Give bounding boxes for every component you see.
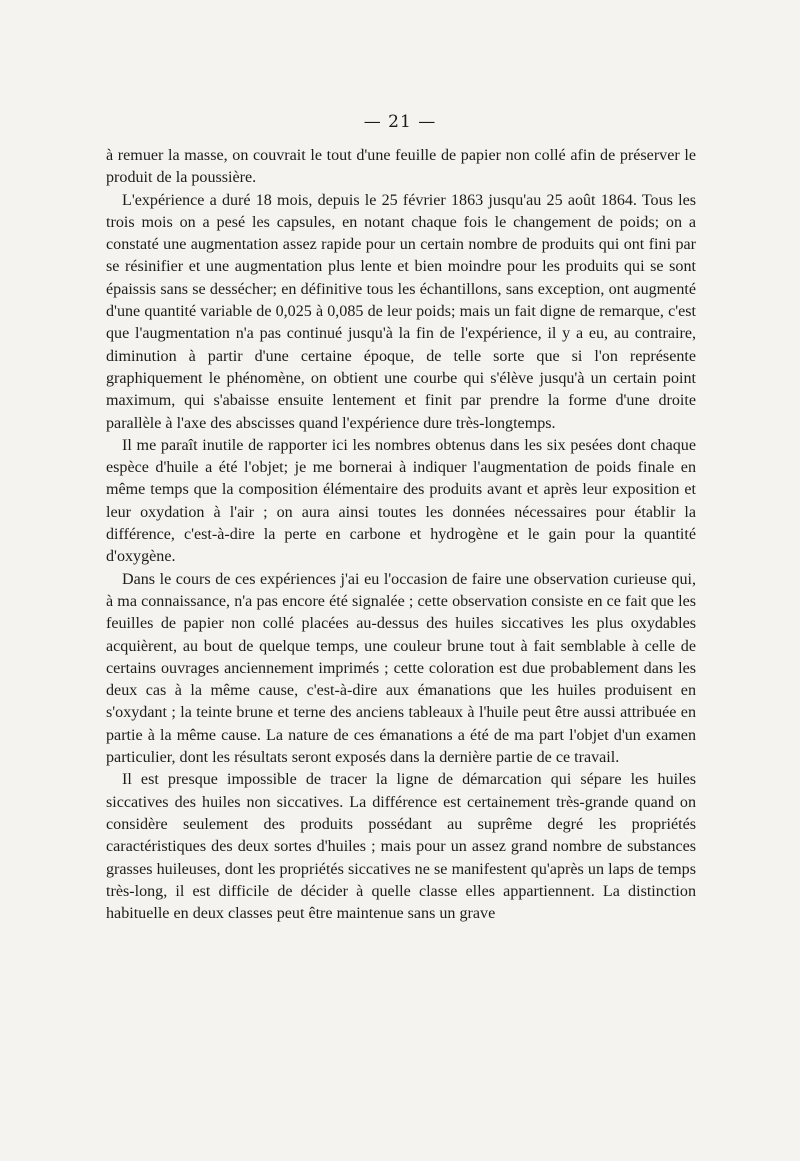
paragraph-classification: Il est presque impossible de tracer la ligne de démarcation qui sépare les huiles siccatives des huiles non siccatives. La différence est certainement très-grande quand on considère seulement des produits possédant au suprême degré les propriétés caractéristiques des deux sortes d'huiles ; mais pour un assez grand nombre de substances grasses huileuses, dont les propriétés siccatives ne se manifestent qu'après un laps de temps très-long, il est difficile de décider à quelle classe elles appartiennent. La distinction habituelle en deux classes peut être maintenue sans un grave xyxy=(106,771,696,923)
paragraph-observation: Dans le cours de ces expériences j'ai eu l'occasion de faire une observation curieuse qui, à ma connaissance, n'a pas encore été signalée ; cette observation consiste en ce fait que les feuilles de papier non collé placées au-dessus des huiles siccatives les plus oxydables acquièrent, au bout de quelque temps, une couleur brune tout à fait semblable à celle de certains ouvrages anciennement imprimés ; cette coloration est due probablement dans les deux cas à la même cause, c'est-à-dire aux émanations que les huiles produisent en s'oxydant ; la teinte brune et terne des anciens tableaux à l'huile peut être aussi attribuée en partie à la même cause. La nature de ces émanations a été de ma part l'objet d'un examen particulier, dont les résultats seront exposés dans la dernière partie de ce travail. xyxy=(106,570,696,767)
paragraph-experience: L'expérience a duré 18 mois, depuis le 25 février 1863 jusqu'au 25 août 1864. Tous les trois mois on a pesé les capsules, en notant chaque fois le changement de poids; on a constaté une augmentation assez rapide pour un certain nombre de produits qui ont fini par se résinifier et une augmentation plus lente et bien moindre pour les produits qui se sont épaissis sans se dessécher; en définitive tous les échantillons, sans exception, ont augmenté d'une quantité variable de 0,025 à 0,085 de leur poids; mais un fait digne de remarque, c'est que l'augmentation n'a pas continué jusqu'à la fin de l'expérience, il y a eu, au contraire, diminution à partir d'une certaine époque, de telle sorte que si l'on représente graphiquement le phénomène, on obtient une courbe qui s'élève jusqu'à un certain point maximum, qui s'abaisse ensuite lentement et finit par prendre la forme d'une droite parallèle à l'axe des abscisses quand l'expérience dure très-longtemps. xyxy=(106,191,696,432)
paragraph-continuation: à remuer la masse, on couvrait le tout d'une feuille de papier non collé afin de préserver le produit de la poussière. xyxy=(106,147,696,187)
page-number: — 21 — xyxy=(363,112,437,132)
body-text xyxy=(106,145,696,925)
paragraph-weighings: Il me paraît inutile de rapporter ici les nombres obtenus dans les six pesées dont chaque espèce d'huile a été l'objet; je me bornerai à indiquer l'augmentation de poids finale en même temps que la composition élémentaire des produits avant et après leur exposition et leur oxydation à l'air ; on aura ainsi toutes les données nécessaires pour établir la différence, c'est-à-dire la perte en carbone et hydrogène et le gain pour la quantité d'oxygène. xyxy=(106,436,696,566)
